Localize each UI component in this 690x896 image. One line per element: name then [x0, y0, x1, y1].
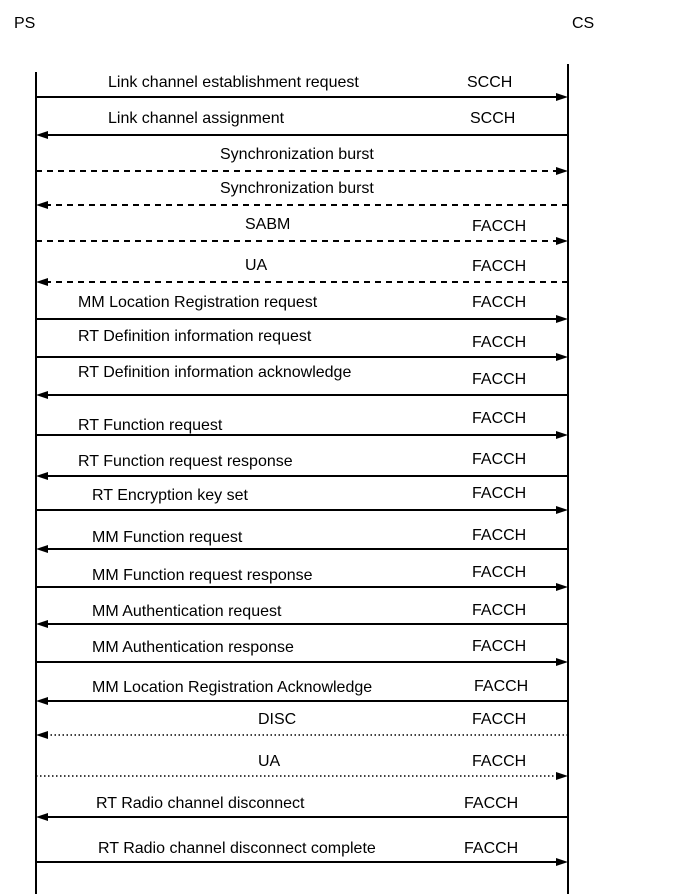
message-row — [36, 711, 568, 739]
message-label: MM Function request — [92, 529, 243, 546]
message-label: MM Function request response — [92, 567, 313, 584]
arrowhead-icon — [556, 315, 568, 323]
message-row — [36, 410, 568, 439]
arrowhead-icon — [36, 391, 48, 399]
message-label: MM Location Registration Acknowledge — [92, 679, 373, 696]
channel-label: FACCH — [472, 334, 527, 351]
message-label: MM Authentication response — [92, 639, 294, 656]
message-row — [36, 753, 568, 780]
arrowhead-icon — [556, 93, 568, 101]
arrowhead-icon — [36, 472, 48, 480]
message-row — [36, 795, 568, 821]
message-label: Link channel establishment request — [108, 74, 359, 91]
message-row — [36, 602, 568, 628]
ps-entity-label: PS — [14, 15, 36, 32]
message-label: RT Encryption key set — [92, 487, 248, 504]
channel-label: FACCH — [472, 410, 527, 427]
arrowhead-icon — [36, 731, 48, 739]
channel-label: FACCH — [472, 218, 527, 235]
arrowhead-icon — [36, 131, 48, 139]
message-row — [36, 216, 568, 245]
channel-label: FACCH — [472, 451, 527, 468]
arrowhead-icon — [556, 858, 568, 866]
channel-label: SCCH — [467, 74, 513, 91]
message-label: Synchronization burst — [220, 180, 374, 197]
arrowhead-icon — [556, 167, 568, 175]
channel-label: FACCH — [472, 711, 527, 728]
message-list — [36, 74, 568, 866]
message-row — [36, 485, 568, 514]
message-row — [36, 638, 568, 666]
arrowhead-icon — [36, 697, 48, 705]
arrowhead-icon — [556, 431, 568, 439]
channel-label: FACCH — [472, 638, 527, 655]
message-label: Link channel assignment — [108, 110, 285, 127]
message-row — [36, 451, 568, 480]
arrowhead-icon — [556, 658, 568, 666]
channel-label: FACCH — [464, 840, 519, 857]
arrowhead-icon — [36, 201, 48, 209]
channel-label: FACCH — [464, 795, 519, 812]
message-row — [36, 840, 568, 866]
arrowhead-icon — [556, 237, 568, 245]
arrowhead-icon — [556, 353, 568, 361]
message-label: MM Location Registration request — [78, 294, 318, 311]
message-label: RT Definition information acknowledge — [78, 364, 352, 381]
arrowhead-icon — [36, 278, 48, 286]
arrowhead-icon — [556, 506, 568, 514]
message-label: RT Function request — [78, 417, 223, 434]
message-row — [36, 180, 568, 209]
message-label: RT Radio channel disconnect — [96, 795, 305, 812]
message-row — [36, 74, 568, 101]
message-row — [36, 678, 568, 705]
message-row — [36, 364, 568, 399]
message-label: RT Function request response — [78, 453, 293, 470]
arrowhead-icon — [36, 620, 48, 628]
channel-label: FACCH — [474, 678, 529, 695]
channel-label: FACCH — [472, 564, 527, 581]
message-label: UA — [245, 257, 268, 274]
channel-label: FACCH — [472, 527, 527, 544]
message-row — [36, 294, 568, 323]
message-row — [36, 527, 568, 553]
channel-label: FACCH — [472, 258, 527, 275]
arrowhead-icon — [556, 583, 568, 591]
message-row — [36, 564, 568, 591]
message-row — [36, 146, 568, 175]
message-label: UA — [258, 753, 281, 770]
message-row — [36, 110, 568, 139]
arrowhead-icon — [556, 772, 568, 780]
arrowhead-icon — [36, 813, 48, 821]
message-label: DISC — [258, 711, 297, 728]
channel-label: FACCH — [472, 294, 527, 311]
message-label: MM Authentication request — [92, 603, 282, 620]
channel-label: SCCH — [470, 110, 516, 127]
channel-label: FACCH — [472, 371, 527, 388]
message-row — [36, 257, 568, 286]
message-label: Synchronization burst — [220, 146, 374, 163]
channel-label: FACCH — [472, 753, 527, 770]
message-label: RT Radio channel disconnect complete — [98, 840, 376, 857]
arrowhead-icon — [36, 545, 48, 553]
cs-entity-label: CS — [572, 15, 595, 32]
message-label: SABM — [245, 216, 291, 233]
message-row — [36, 328, 568, 361]
channel-label: FACCH — [472, 485, 527, 502]
channel-label: FACCH — [472, 602, 527, 619]
message-label: RT Definition information request — [78, 328, 312, 345]
